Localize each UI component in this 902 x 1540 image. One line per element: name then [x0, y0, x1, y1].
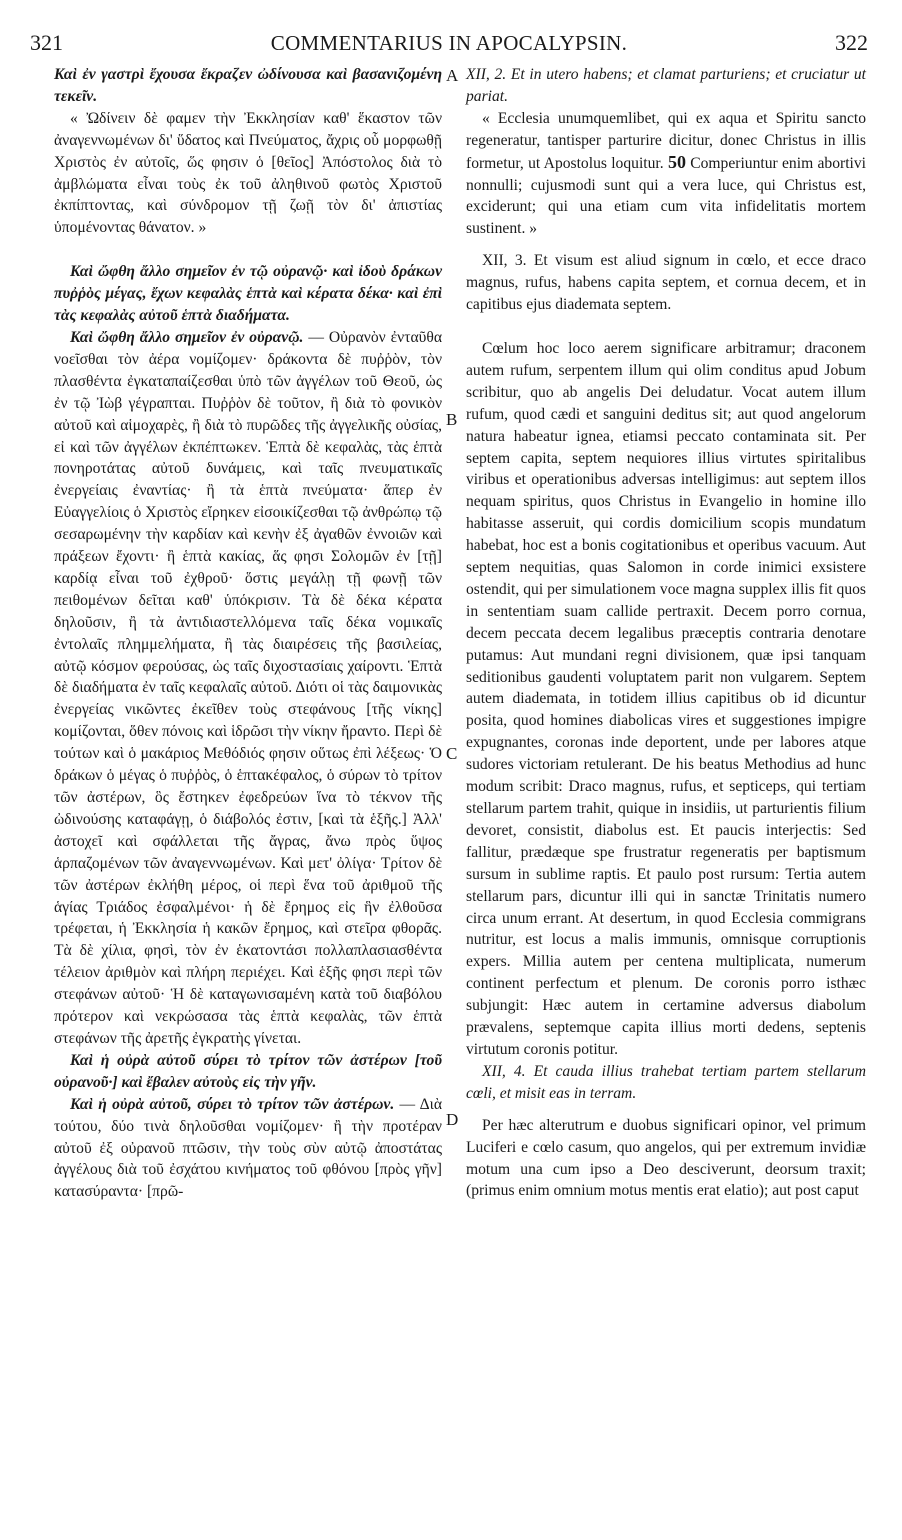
greek-commentary-2-body: — Οὐρανὸν ἐνταῦθα νοεῖσθαι τὸν ἀέρα νομίζομεν· δράκοντα δὲ πυῤῥὸν, τὸν πλασθέντα ἐγκαταπαίζεσθαι ὑπὸ τῶν ἀγγέλων τοῦ Θεοῦ, ὡς ἐν τῷ Ἰὼβ γέγραπται. Πυῤῥὸν δὲ τοῦτον, ἢ διὰ τὸ φονικὸν αὐτοῦ καὶ αἱμοχαρὲς, ἢ διὰ τὸ πυρῶδες τῆς ἀγγελικῆς οὐσίας, εἰ καὶ τῶν ἀγγέλων ἐκπέπτωκεν. Ἑπτὰ δὲ κεφαλὰς, τὰς ἑπτὰ πονηροτάτας αὐτοῦ δυνάμεις, καὶ ταῖς πνευματικαῖς ἐνεργείαις ἐναντίας· ἢ τὰ ἑπτὰ πνεύματα· ἅπερ ἐν Εὐαγγελίοις ὁ Χριστὸς εἴρηκεν εἰσοικίζεσθαι τῷ ἀνθρώπῳ τῷ σεσαρωμένην τὴν καρδίαν καὶ κενὴν ἐξ ἀγαθῶν ἐννοιῶν καὶ πράξεων ἔχοντι· ἢ ἑπτὰ κακίας, ἅς φησι Σολομῶν ἐν [τῇ] καρδίᾳ εἶναι τοῦ ἐχθροῦ· ὅστις μεγάλῃ τῇ φωνῇ τῶν πειθομένων δεῖται καθ' ὑπόκρισιν. Τὰ δὲ δέκα κέρατα δηλοῦσιν, ἢ τὰ ἀντιδιαστελλόμενα ταῖς δέκα νομικαῖς ἐντολαῖς πλημμελήματα, ἢ τὰς διαιρέσεις τῆς βασιλείας, αὐτῷ κόσμον φερούσας, ὡς ταῖς διχοστασίαις χαίροντι. Ἑπτὰ δὲ διαδήματα ἐν ταῖς κεφαλαῖς αὐτοῦ. Διότι οἱ τὰς δαιμονικὰς ἐνεργείας νικῶντες ἐκεῖθεν τοὺς στεφάνους [τῆς νίκης] κομίζονται, ὅθεν πόνοις καὶ ἱδρῶσι τὴν νίκην ἤραντο. Περὶ δὲ τούτων καὶ ὁ μακάριος Μεθόδιός φησιν οὕτως ἐπὶ λέξεως· Ὁ δράκων ὁ μέγας ὁ πυῤῥὸς, ὁ ἑπτακέφαλος, ὁ σύρων τὸ τρίτον τῶν ἀστέρων, ὃς ἔστηκεν ἐφεδρεύων ἵνα τὸ τέκνον τῆς ὠδινούσης καταφάγῃ, ὁ διάβολός ἐστιν, [καὶ τὰ ἑξῆς.] Ἀλλ' ἀστοχεῖ καὶ σφάλλεται τῆς ἄγρας, ἄνω πρὸς ὕψος ἁρπαζομένων τῶν ἀναγεννωμένων. Καὶ μετ' ὀλίγα· Τρίτον δὲ τῶν ἀστέρων ἐκλήθη μέρος, οἱ περὶ ἕνα τοῦ ἀριθμοῦ τῆς ἁγίας Τριάδος ἐσφαλμένοι· ἡ δὲ ἔρημος εἰς ἣν ἐλθοῦσα τρέφεται, ἡ Ἐκκλησία ἡ κακῶν ἔρημος, καὶ στεῖρα φθορᾶς. Τὰ δὲ χίλια, φησὶ, τὸν ἐν ἑκατοντάσι πολλαπλασιασθέντα τέλειον ἀριθμὸν καὶ πλήρη περιέχει. Καὶ ἑξῆς φησι περὶ τῶν στεφάνων αὐτοῦ· Ἡ δὲ καταγωνισαμένη κατὰ τοῦ διαβόλου πρότερον καὶ νεκρώσασα τὰς ἑπτὰ κεφαλὰς, τῶν ἑπτὰ στεφάνων τῆς ἀρετῆς ἐγκρατὴς γίνεται.	[54, 328, 442, 1047]
greek-commentary-3	[54, 1094, 442, 1204]
latin-commentary-1	[466, 108, 866, 240]
latin-column	[466, 64, 866, 1202]
greek-commentary-1: « Ὠδίνειν δὲ φαμεν τὴν Ἐκκλησίαν καθ' ἕκαστον τῶν ἀναγεννωμένων δι' ὕδατος καὶ Πνεύματος, ἄχρις οὗ μορφωθῇ Χριστὸς ἐν αὐτοῖς, ὥς φησιν ὁ [θεῖος] Ἀπόστολος διὰ τὸ ἀμβλώματα εἶναι τοὺς ἐκ τοῦ ἀληθινοῦ φωτὸς Χριστοῦ ἐκπίπτοντας, καὶ σύνδρομον τῇ ζωῇ τὸν δι' ἀπιστίας ὑπομένοντας θάνατον. »	[54, 109, 442, 237]
latin-commentary-3: Per hæc alterutrum e duobus significari opinor, vel primum Luciferi e cœlo casum, quo angelos, qui per extremum invidiæ motum una cum ipso a Deo desciverunt, deorsum traxit; (primus enim omnium motus mentis erat elatio); aut post caput	[466, 1116, 866, 1200]
page-number-right: 322	[834, 30, 868, 55]
greek-commentary-3-lemma: Καὶ ἡ οὐρὰ αὐτοῦ, σύρει τὸ τρίτον τῶν ἀστέρων.	[70, 1095, 395, 1113]
greek-lemma-verse-3: Καὶ ὤφθη ἄλλο σημεῖον ἐν τῷ οὐρανῷ· καὶ ἰδοὺ δράκων πυῤῥὸς μέγας, ἔχων κεφαλὰς ἑπτὰ καὶ κέρατα δέκα· καὶ ἐπὶ τὰς κεφαλὰς αὐτοῦ ἑπτὰ διαδήματα.	[54, 263, 442, 325]
greek-column	[54, 64, 442, 1203]
greek-lemma-verse-4: Καὶ ἡ οὐρὰ αὐτοῦ σύρει τὸ τρίτον τῶν ἀστέρων [τοῦ οὐρανοῦ·] καὶ ἔβαλεν αὐτοὺς εἰς τὴν γῆν.	[54, 1051, 442, 1091]
latin-lemma-verse-3: XII, 3. Et visum est aliud signum in cœlo, et ecce draco magnus, rufus, habens capita septem, et cornua decem, et in capitibus ejus diademata septem.	[466, 252, 866, 314]
latin-commentary-2: Cœlum hoc loco aerem significare arbitramur; draconem autem rufum, serpentem illum qui olim conditus apud Jobum scribitur, quo ab angelis Dei deludatur. Vocat autem illum rufum, quod cædi et sanguini deditus sit; aut quod angelorum natura habeatur ignea, etiamsi peccato contaminata sit. Per septem capita, septem nequiores illius virtutes spiritalibus viribus et operationibus adversas intelligimus: aut septem illos nequam spiritus, quos Christus in Evangelio in homine illo habitasse asseruit, qui cordis domicilium scopis mundatum habebat, hoc est a bonis cogitationibus et operibus vacuum. Aut septem nequitias, quas Salomon in corde inimici exsistere ostendit, qui per simulationem voce magna supplex illis fit quos in sententiam suam callide pertraxit. Decem porro cornua, decem peccata decem legalibus præceptis contraria denotare putamus: Aut mundani regni divisionem, quæ ipsi tanquam seditionibus gaudenti voluptatem parit non vulgarem. Septem autem diademata, in totidem illius capitibus ob id dicuntur posita, quod homines diabolicas vires et suggestiones impigre expugnantes, coronas inde deportent, unde per labores atque sudores victoriam retulerant. De his beatus Methodius ad hunc modum scribit: Draco magnus, rufus, et septiceps, qui tertiam stellarum partem trahit, quique in insidiis, ut parturientis filium devoret, consistit, diabolus est. Et paucis interjectis: Sed fallitur, prædæque spe frustratur regeneratis per baptismum sursum in sublime raptis. Et paulo post rursum: Tertia autem stellarum pars, dicuntur illi qui in sanctæ Trinitatis numero circa unum errant. At desertum, in quod Ecclesia commigrans nutritur, est locus a malis immunis, omnisque corruptionis expers. Millia autem per centena multiplicata, numerum continent perfectum et plenum. De coronis porro isthæc subjungit: Hæc autem in certamine adversus diabolum prævalens, septemque capita illius morti dedens, septenis virtutum coronis potitur.	[466, 339, 866, 1058]
margin-marker-b: B	[446, 410, 458, 429]
column-number-marker: 50	[667, 151, 686, 172]
page-number-left: 321	[30, 30, 63, 55]
running-header	[30, 30, 868, 60]
latin-lemma-verse-4: XII, 4. Et cauda illius trahebat tertiam partem stellarum cœli, et misit eas in terram.	[466, 1062, 866, 1102]
latin-commentary-1-b: Comperiuntur enim abortivi nonnulli; cujusmodi sunt qui a vera luce, qui Christus est, exciderunt; qui una etiam cum vita infidelitatis mortem sustinent. »	[466, 154, 866, 238]
latin-lemma-verse-2: XII, 2. Et in utero habens; et clamat parturiens; et cruciatur ut pariat.	[466, 66, 866, 105]
margin-marker-a: A	[446, 66, 459, 85]
greek-commentary-3-body: — Διὰ τούτου, δύο τινὰ δηλοῦσθαι νομίζομεν· ἢ τὴν προτέραν αὐτοῦ ἐξ οὐρανοῦ πτῶσιν, τὴν τοὺς σὺν αὐτῷ ἀποστάτας ἀγγέλους διὰ τοῦ ἐσχάτου κινήματος τοῦ φθόνου [πρὸς γῆν] κατασύραντα· [πρῶ-	[54, 1095, 442, 1201]
margin-marker-c: C	[446, 744, 458, 763]
greek-commentary-2-lemma: Καὶ ὤφθη ἄλλο σημεῖον ἐν οὐρανῷ.	[70, 328, 304, 346]
greek-lemma-verse-2: Καὶ ἐν γαστρὶ ἔχουσα ἔκραζεν ὠδίνουσα καὶ βασανιζομένη τεκεῖν.	[54, 66, 442, 105]
greek-commentary-2	[54, 327, 442, 1050]
latin-commentary-1-a: « Ecclesia unumquemlibet, qui ex aqua et Spiritu sancto regeneratur, tantisper parturire dicitur, donec Christus in illis formetur, ut Apostolus loquitur.	[466, 109, 866, 172]
running-title: COMMENTARIUS IN APOCALYPSIN.	[270, 31, 628, 55]
margin-marker-d: D	[446, 1110, 459, 1129]
